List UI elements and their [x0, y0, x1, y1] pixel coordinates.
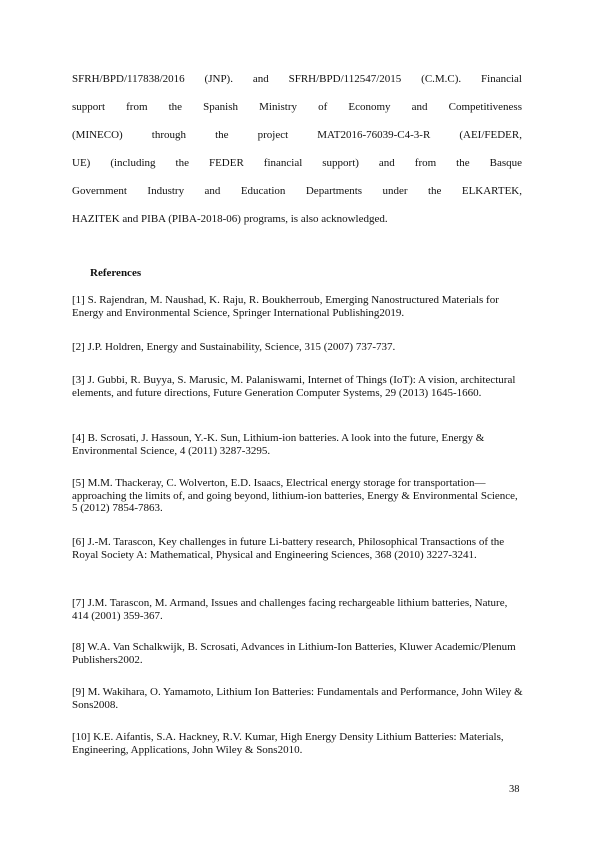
page-number: 38 [509, 784, 520, 795]
reference-item: [8] W.A. Van Schalkwijk, B. Scrosati, Advances in Lithium-Ion Batteries, Kluwer Academic/Plenum Publishers2002. [72, 641, 516, 666]
reference-item: [10] K.E. Aifantis, S.A. Hackney, R.V. Kumar, High Energy Density Lithium Batteries: Materials, Engineering, Applications, John Wiley & Sons2010. [72, 731, 504, 756]
acknowledgement-line: support from the Spanish Ministry of Economy and Competitiveness [72, 101, 522, 113]
reference-item: [3] J. Gubbi, R. Buyya, S. Marusic, M. Palaniswami, Internet of Things (IoT): A vision, architectural elements, and future directions, Future Generation Computer Systems, 29 (2013) 1645-1660. [72, 374, 516, 399]
reference-item: [7] J.M. Tarascon, M. Armand, Issues and challenges facing rechargeable lithium batteries, Nature, 414 (2001) 359-367. [72, 597, 508, 622]
acknowledgement-line: SFRH/BPD/117838/2016 (JNP). and SFRH/BPD/112547/2015 (C.M.C). Financial [72, 73, 522, 85]
reference-item: [1] S. Rajendran, M. Naushad, K. Raju, R. Boukherroub, Emerging Nanostructured Materials for Energy and Environmental Science, Springer International Publishing2019. [72, 294, 499, 319]
reference-item: [6] J.-M. Tarascon, Key challenges in future Li-battery research, Philosophical Transactions of the Royal Society A: Mathematical, Physical and Engineering Sciences, 368 (2010) 3227-3241. [72, 536, 505, 561]
reference-item: [4] B. Scrosati, J. Hassoun, Y.-K. Sun, Lithium-ion batteries. A look into the future, Energy & Environmental Science, 4 (2011) 3287-3295. [72, 432, 485, 457]
acknowledgement-line: Government Industry and Education Departments under the ELKARTEK, [72, 185, 522, 197]
reference-item: [9] M. Wakihara, O. Yamamoto, Lithium Ion Batteries: Fundamentals and Performance, John Wiley & Sons2008. [72, 686, 523, 711]
acknowledgement-line: HAZITEK and PIBA (PIBA-2018-06) programs, is also acknowledged. [72, 213, 388, 225]
references-heading: References [90, 267, 142, 279]
acknowledgement-line: UE) (including the FEDER financial support) and from the Basque [72, 157, 522, 169]
acknowledgement-line: (MINECO) through the project MAT2016-76039-C4-3-R (AEI/FEDER, [72, 129, 522, 141]
reference-item: [2] J.P. Holdren, Energy and Sustainability, Science, 315 (2007) 737-737. [72, 341, 396, 353]
reference-item: [5] M.M. Thackeray, C. Wolverton, E.D. Isaacs, Electrical energy storage for transportation—approaching the limits of, and going beyond, lithium-ion batteries, Energy & Environmental Science, 5 (2012) 7854-7863. [72, 477, 518, 515]
